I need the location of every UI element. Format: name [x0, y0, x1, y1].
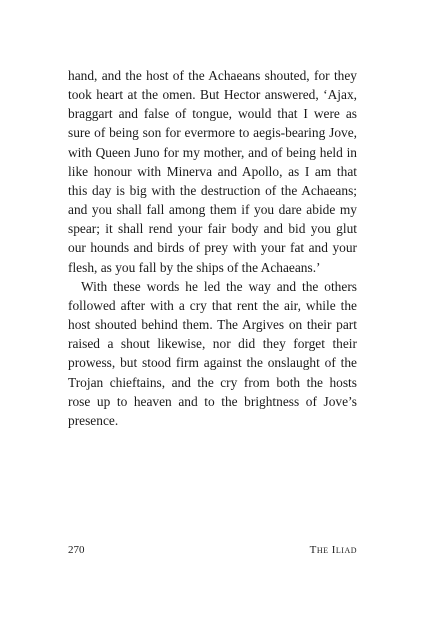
page-number: 270	[68, 544, 85, 556]
running-title: The Iliad	[309, 544, 357, 556]
page-footer	[68, 544, 357, 560]
paragraph-2: With these words he led the way and the others followed after with a cry that rent the air, while the host shouted behind them. The Argives on their part raised a shout likewise, nor did they forget their prowess, but stood firm against the onslaught of the Trojan chieftains, and the cry from both the hosts rose up to heaven and to the brightness of Jove’s presence.	[68, 278, 357, 428]
body-text	[68, 66, 357, 430]
paragraph-1: hand, and the host of the Achaeans shouted, for they took heart at the omen. But Hector answered, ‘Ajax, braggart and false of tongue, would that I were as sure of being son for evermore to aegis-bearing Jove, with Queen Juno for my mother, and of being held in like honour with Minerva and Apollo, as I am that this day is big with the destruction of the Achaeans; and you shall fall among them if you dare abide my spear; it shall rend your fair body and bid you glut our hounds and birds of prey with your fat and your flesh, as you fall by the ships of the Achaeans.’	[68, 68, 357, 275]
